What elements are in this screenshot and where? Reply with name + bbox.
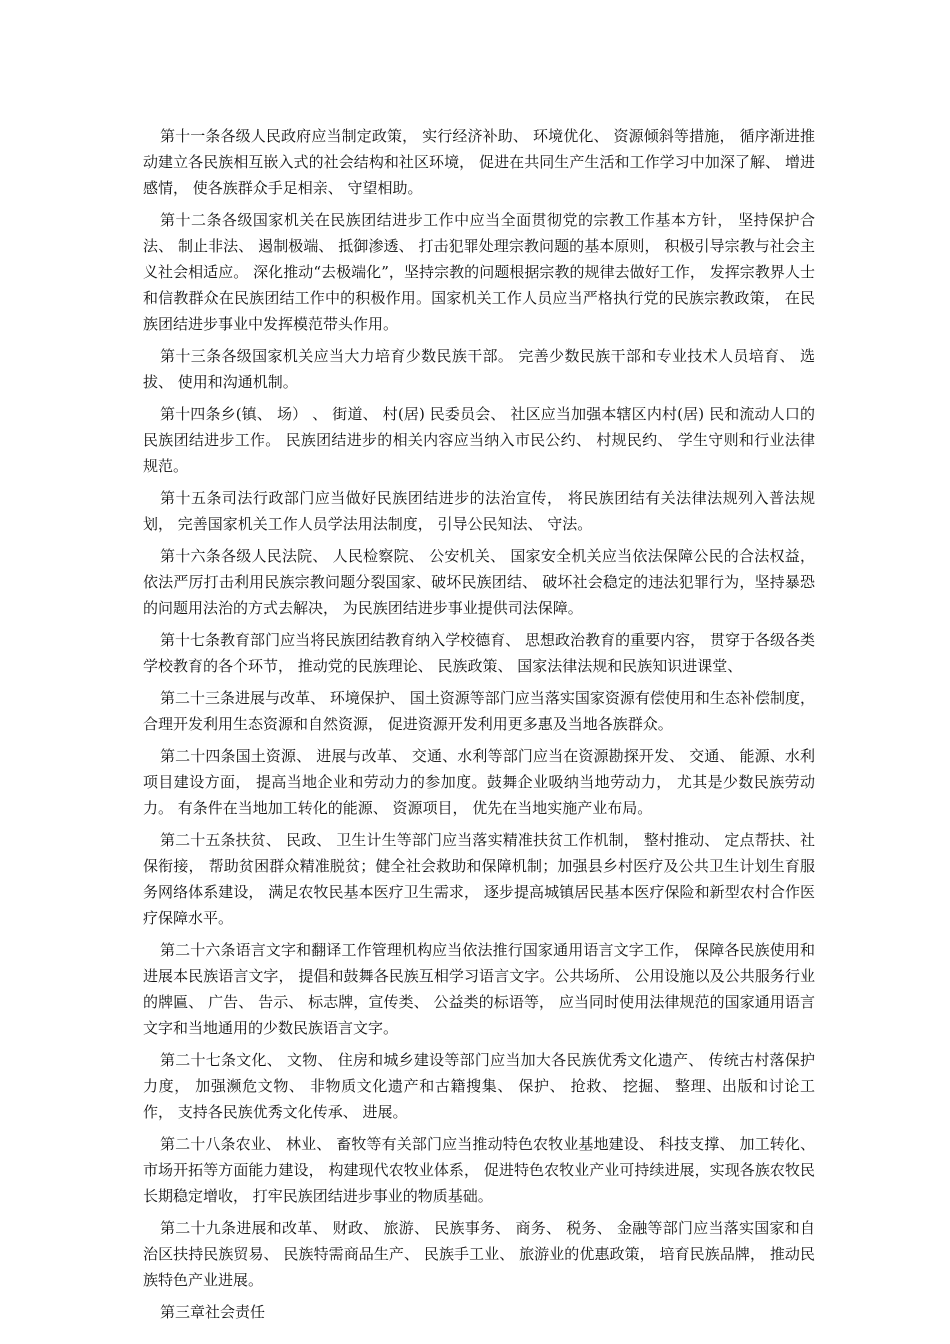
chapter-3-heading: 第三章社会责任 xyxy=(160,1303,266,1321)
article-28-paragraph: 第二十八条农业、 林业、 畜牧等有关部门应当推动特色农牧业基地建设、 科技支撑、 加工转化、 市场开拓等方面能力建设， 构建现代农牧业体系， 促进特色农牧业产业可持续进展，实现各族农牧民长期稳定增收， 打牢民族团结进步事业的物质基础。 xyxy=(143,1135,815,1205)
article-12-paragraph: 第十二条各级国家机关在民族团结进步工作中应当全面贯彻党的宗教工作基本方针， 坚持保护合法、 制止非法、 遏制极端、 抵御渗透、 打击犯罪处理宗教问题的基本原则， 积极引导宗教与社会主义社会相适应。 深化推动“去极端化”，坚持宗教的问题根据宗教的规律去做好工作， 发挥宗教界人士和信教群众在民族团结工作中的积极作用。国家机关工作人员应当严格执行党的民族宗教政策， 在民族团结进步事业中发挥模范带头作用。 xyxy=(143,211,815,333)
article-13-paragraph: 第十三条各级国家机关应当大力培育少数民族干部。 完善少数民族干部和专业技术人员培育、 选拔、 使用和沟通机制。 xyxy=(143,347,815,391)
article-15-paragraph: 第十五条司法行政部门应当做好民族团结进步的法治宣传， 将民族团结有关法律法规列入普法规划， 完善国家机关工作人员学法用法制度， 引导公民知法、 守法。 xyxy=(143,489,815,533)
article-29-paragraph: 第二十九条进展和改革、 财政、 旅游、 民族事务、 商务、 税务、 金融等部门应当落实国家和自治区扶持民族贸易、 民族特需商品生产、 民族手工业、 旅游业的优惠政策， 培育民族品牌， 推动民族特色产业进展。 xyxy=(143,1219,815,1289)
article-23-paragraph: 第二十三条进展与改革、 环境保护、 国土资源等部门应当落实国家资源有偿使用和生态补偿制度， 合理开发利用生态资源和自然资源， 促进资源开发利用更多惠及当地各族群众。 xyxy=(143,689,815,733)
article-24-paragraph: 第二十四条国土资源、 进展与改革、 交通、水利等部门应当在资源勘探开发、 交通、 能源、水利项目建设方面， 提高当地企业和劳动力的参加度。鼓舞企业吸纳当地劳动力， 尤其是少数民族劳动力。 有条件在当地加工转化的能源、 资源项目， 优先在当地实施产业布局。 xyxy=(143,747,815,817)
article-17-paragraph: 第十七条教育部门应当将民族团结教育纳入学校德育、 思想政治教育的重要内容， 贯穿于各级各类学校教育的各个环节， 推动党的民族理论、 民族政策、 国家法律法规和民族知识进课堂、 xyxy=(143,631,815,675)
article-14-paragraph: 第十四条乡(镇、 场） 、 街道、 村(居) 民委员会、 社区应当加强本辖区内村(居) 民和流动人口的民族团结进步工作。 民族团结进步的相关内容应当纳入市民公约、 村规民约、 学生守则和行业法律规范。 xyxy=(143,405,815,475)
article-26-paragraph: 第二十六条语言文字和翻译工作管理机构应当依法推行国家通用语言文字工作， 保障各民族使用和进展本民族语言文字， 提倡和鼓舞各民族互相学习语言文字。公共场所、 公用设施以及公共服务行业的牌匾、 广告、 告示、 标志牌，宣传类、 公益类的标语等， 应当同时使用法律规范的国家通用语言文字和当地通用的少数民族语言文字。 xyxy=(143,941,815,1037)
article-11-paragraph: 第十一条各级人民政府应当制定政策， 实行经济补助、 环境优化、 资源倾斜等措施， 循序渐进推动建立各民族相互嵌入式的社会结构和社区环境， 促进在共同生产生活和工作学习中加深了解、 增进感情， 使各族群众手足相亲、 守望相助。 xyxy=(143,127,815,197)
document-page xyxy=(143,123,815,1331)
article-16-paragraph: 第十六条各级人民法院、 人民检察院、 公安机关、 国家安全机关应当依法保障公民的合法权益， 依法严厉打击利用民族宗教问题分裂国家、破坏民族团结、 破坏社会稳定的违法犯罪行为，坚持暴恐的问题用法治的方式去解决， 为民族团结进步事业提供司法保障。 xyxy=(143,547,815,617)
article-25-paragraph: 第二十五条扶贫、 民政、 卫生计生等部门应当落实精准扶贫工作机制， 整村推动、 定点帮扶、社保衔接， 帮助贫困群众精准脱贫；健全社会救助和保障机制；加强县乡村医疗及公共卫生计划生育服务网络体系建设， 满足农牧民基本医疗卫生需求， 逐步提高城镇居民基本医疗保险和新型农村合作医疗保障水平。 xyxy=(143,831,815,927)
article-27-paragraph: 第二十七条文化、 文物、 住房和城乡建设等部门应当加大各民族优秀文化遗产、 传统古村落保护力度， 加强濒危文物、 非物质文化遗产和古籍搜集、 保护、 抢救、 挖掘、 整理、出版和讨论工作， 支持各民族优秀文化传承、 进展。 xyxy=(143,1051,815,1121)
